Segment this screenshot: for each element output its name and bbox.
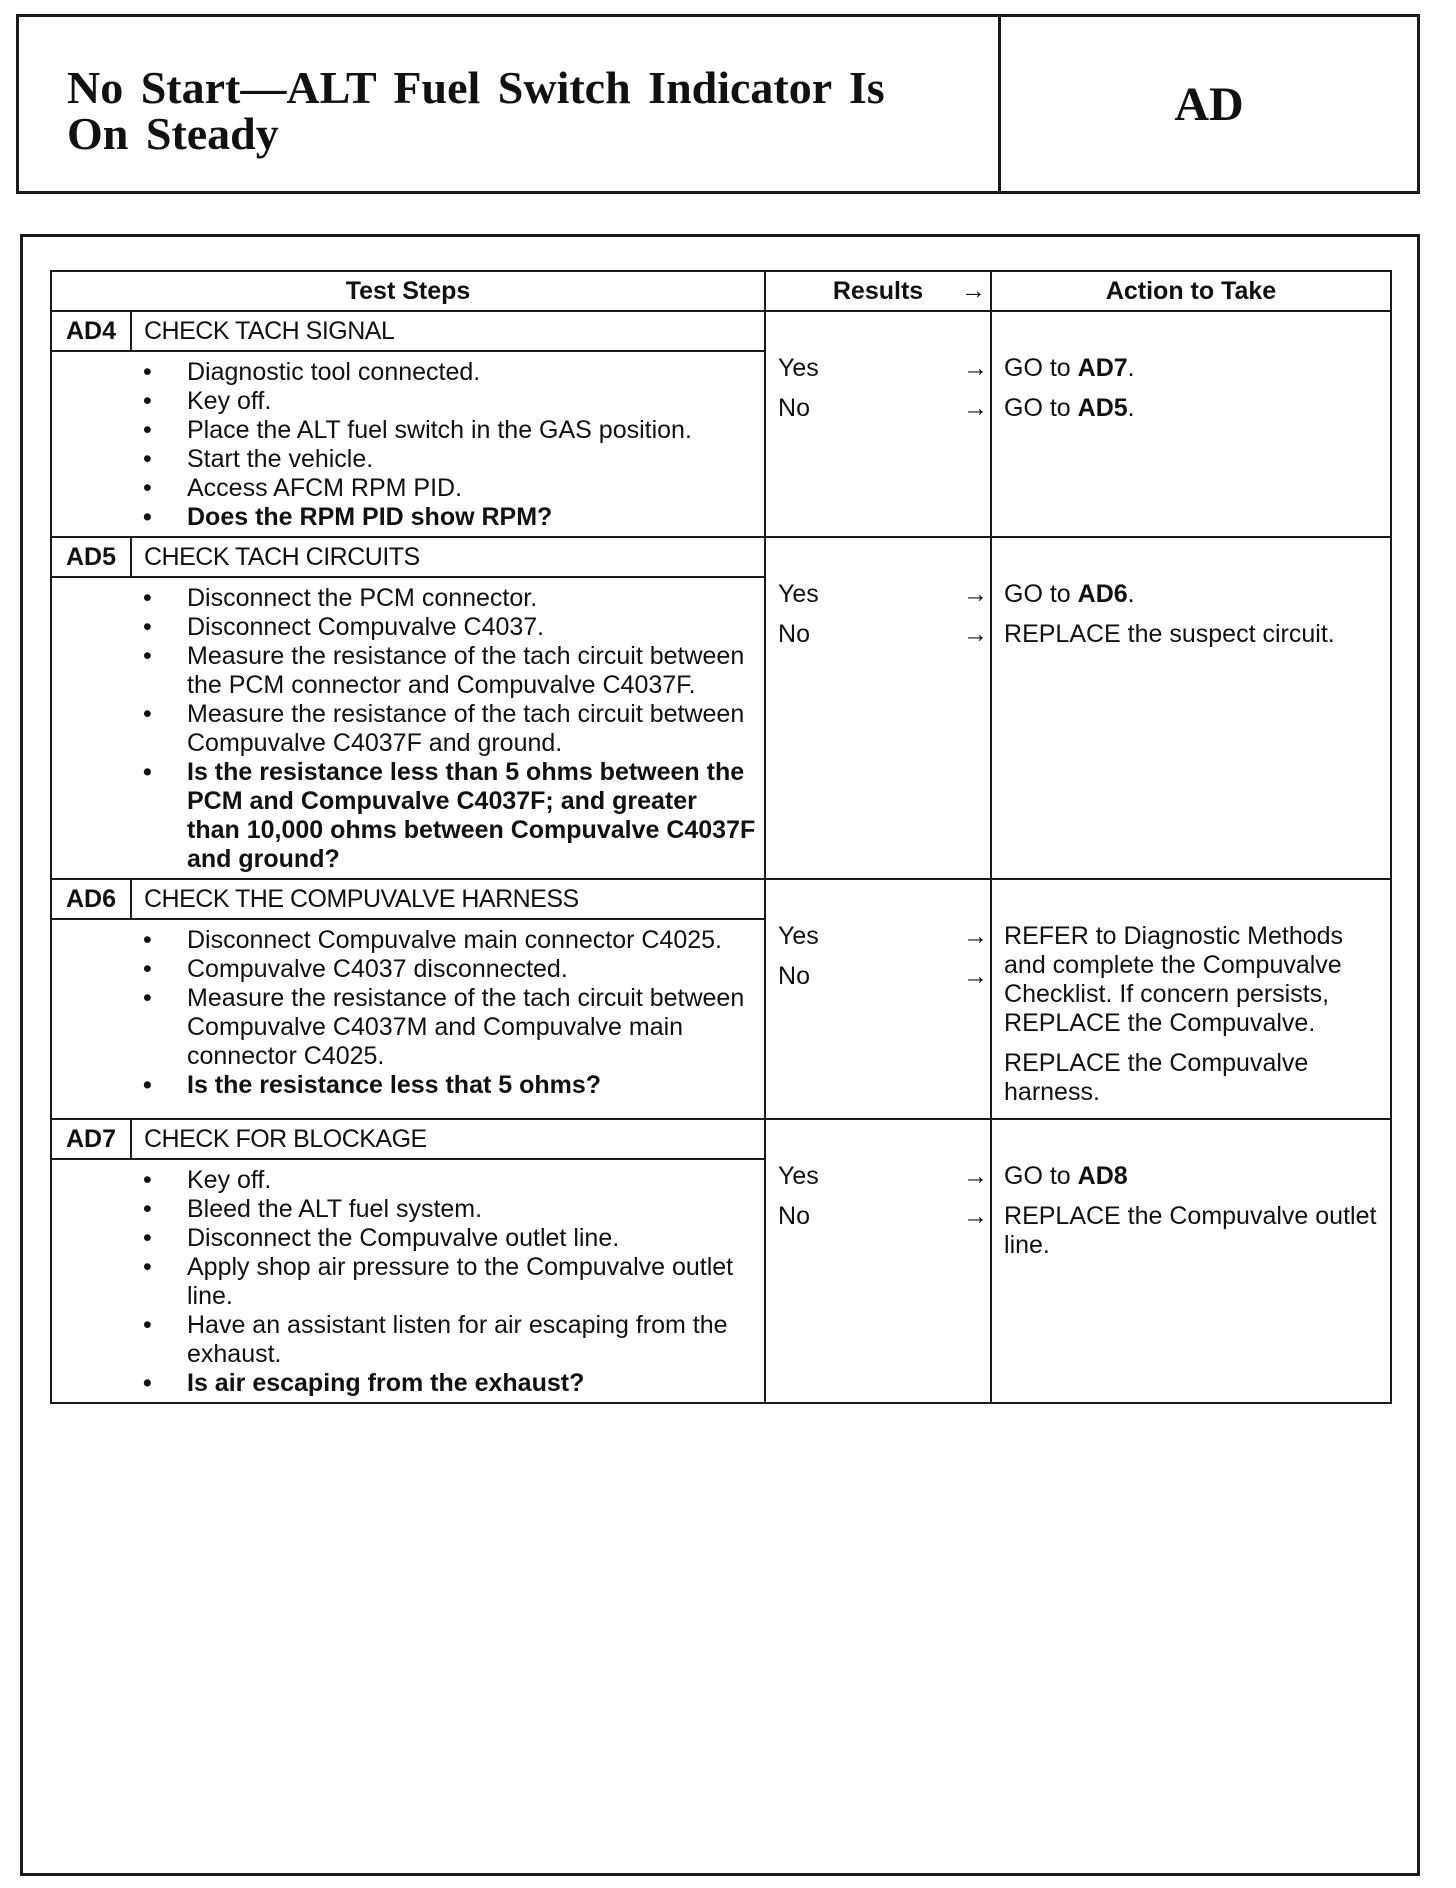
action-text: REPLACE the suspect circuit. [1004, 620, 1335, 648]
step-code: AD5 [51, 537, 131, 577]
step-bullet-list [131, 1166, 756, 1398]
results-cell [765, 537, 991, 879]
step-spacer [51, 351, 131, 537]
step-bullet: • Disconnect Compuvalve main connector C4025. [131, 926, 756, 955]
step-bullet: • Compuvalve C4037 disconnected. [131, 955, 756, 984]
step-code: AD7 [51, 1119, 131, 1159]
result-label: No [778, 620, 810, 648]
step-title-row [51, 1119, 1391, 1159]
header-results-label: Results [832, 276, 924, 305]
test-steps-table [50, 270, 1392, 1404]
action-text: GO to [1004, 580, 1078, 608]
result-label: No [778, 394, 810, 422]
action-suffix: . [1127, 580, 1135, 608]
arrow-icon: → [963, 1162, 989, 1190]
step-bullet: • Measure the resistance of the tach circuit between Compuvalve C4037M and Compuvalve main connector C4025. [131, 984, 756, 1071]
results-cell [765, 1119, 991, 1403]
step-bullet-list [131, 584, 756, 874]
action-yes [1004, 1162, 1380, 1191]
step-title-row [51, 879, 1391, 919]
step-title: CHECK THE COMPUVALVE HARNESS [131, 879, 765, 919]
result-yes [766, 922, 990, 951]
step-bullet-list [131, 358, 756, 532]
result-label: Yes [778, 354, 819, 382]
step-body [131, 1159, 765, 1403]
step-code: AD6 [51, 879, 131, 919]
result-no [766, 394, 990, 423]
step-bullet: • Disconnect the PCM connector. [131, 584, 756, 613]
step-spacer [51, 919, 131, 1119]
header-test-steps: Test Steps [51, 271, 765, 311]
actions-list [992, 312, 1390, 423]
step-title: CHECK TACH SIGNAL [131, 311, 765, 351]
action-cell [991, 311, 1391, 537]
actions-list [992, 1120, 1390, 1260]
section-code: AD [1174, 77, 1244, 131]
page-title: No Start—ALT Fuel Switch Indicator Is On Steady [67, 62, 885, 159]
step-question: • Is the resistance less than 5 ohms between the PCM and Compuvalve C4037F; and greater than 10,000 ohms between Compuvalve C4037F and ground? [131, 758, 756, 874]
action-no [1004, 394, 1380, 423]
step-question: • Does the RPM PID show RPM? [131, 503, 756, 532]
action-no [1004, 1049, 1380, 1107]
step-title-row [51, 311, 1391, 351]
step-bullet: • Diagnostic tool connected. [131, 358, 756, 387]
step-code: AD4 [51, 311, 131, 351]
title-box [16, 14, 1420, 194]
result-label: Yes [778, 1162, 819, 1190]
arrow-icon: → [963, 922, 989, 950]
step-title: CHECK FOR BLOCKAGE [131, 1119, 765, 1159]
results-cell [765, 879, 991, 1119]
action-text: GO to [1004, 354, 1078, 382]
step-bullet: • Start the vehicle. [131, 445, 756, 474]
actions-list [992, 880, 1390, 1107]
action-suffix: . [1127, 354, 1135, 382]
action-text: REFER to Diagnostic Methods and complete the Compuvalve Checklist. If concern persists, REPLACE the Compuvalve. [1004, 922, 1344, 1037]
arrow-icon: → [963, 962, 989, 990]
action-yes [1004, 580, 1380, 609]
arrow-icon: → [963, 580, 989, 608]
action-step-ref: AD8 [1077, 1162, 1128, 1190]
results-list [766, 1120, 990, 1231]
action-yes [1004, 354, 1380, 383]
result-no [766, 962, 990, 991]
step-bullet: • Place the ALT fuel switch in the GAS position. [131, 416, 756, 445]
step-bullet: • Apply shop air pressure to the Compuvalve outlet line. [131, 1253, 756, 1311]
action-text: REPLACE the Compuvalve harness. [1004, 1049, 1309, 1106]
result-label: No [778, 1202, 810, 1230]
header-action: Action to Take [991, 271, 1391, 311]
step-bullet: • Access AFCM RPM PID. [131, 474, 756, 503]
step-body [131, 351, 765, 537]
action-cell [991, 1119, 1391, 1403]
step-bullet: • Measure the resistance of the tach circuit between Compuvalve C4037F and ground. [131, 700, 756, 758]
arrow-icon: → [963, 354, 989, 382]
results-list [766, 538, 990, 649]
step-bullet: • Have an assistant listen for air escaping from the exhaust. [131, 1311, 756, 1369]
result-label: Yes [778, 922, 819, 950]
step-question: • Is the resistance less that 5 ohms? [131, 1071, 756, 1100]
action-step-ref: AD6 [1077, 580, 1128, 608]
result-yes [766, 1162, 990, 1191]
step-bullet: • Bleed the ALT fuel system. [131, 1195, 756, 1224]
step-bullet: • Key off. [131, 1166, 756, 1195]
step-bullet: • Disconnect Compuvalve C4037. [131, 613, 756, 642]
step-title: CHECK TACH CIRCUITS [131, 537, 765, 577]
arrow-icon: → [961, 276, 987, 305]
action-yes [1004, 922, 1380, 1038]
step-body [131, 577, 765, 879]
action-text: REPLACE the Compuvalve outlet line. [1004, 1202, 1377, 1259]
step-question: • Is air escaping from the exhaust? [131, 1369, 756, 1398]
step-title-row [51, 537, 1391, 577]
step-bullet: • Key off. [131, 387, 756, 416]
step-spacer [51, 577, 131, 879]
result-label: No [778, 962, 810, 990]
result-yes [766, 580, 990, 609]
action-suffix: . [1127, 394, 1135, 422]
result-no [766, 620, 990, 649]
steps-body [51, 311, 1391, 1403]
header-results [765, 271, 991, 311]
action-text: GO to [1004, 394, 1078, 422]
step-body [131, 919, 765, 1119]
step-bullet-list [131, 926, 756, 1100]
table-header-row [51, 271, 1391, 311]
action-text: GO to [1004, 1162, 1078, 1190]
result-yes [766, 354, 990, 383]
arrow-icon: → [963, 620, 989, 648]
results-list [766, 880, 990, 991]
results-list [766, 312, 990, 423]
action-step-ref: AD5 [1077, 394, 1128, 422]
action-no [1004, 620, 1380, 649]
step-spacer [51, 1159, 131, 1403]
step-bullet: • Disconnect the Compuvalve outlet line. [131, 1224, 756, 1253]
action-step-ref: AD7 [1077, 354, 1128, 382]
result-no [766, 1202, 990, 1231]
results-cell [765, 311, 991, 537]
step-bullet: • Measure the resistance of the tach circuit between the PCM connector and Compuvalve C4037F. [131, 642, 756, 700]
arrow-icon: → [963, 394, 989, 422]
result-label: Yes [778, 580, 819, 608]
action-cell [991, 879, 1391, 1119]
action-cell [991, 537, 1391, 879]
action-no [1004, 1202, 1380, 1260]
arrow-icon: → [963, 1202, 989, 1230]
actions-list [992, 538, 1390, 649]
